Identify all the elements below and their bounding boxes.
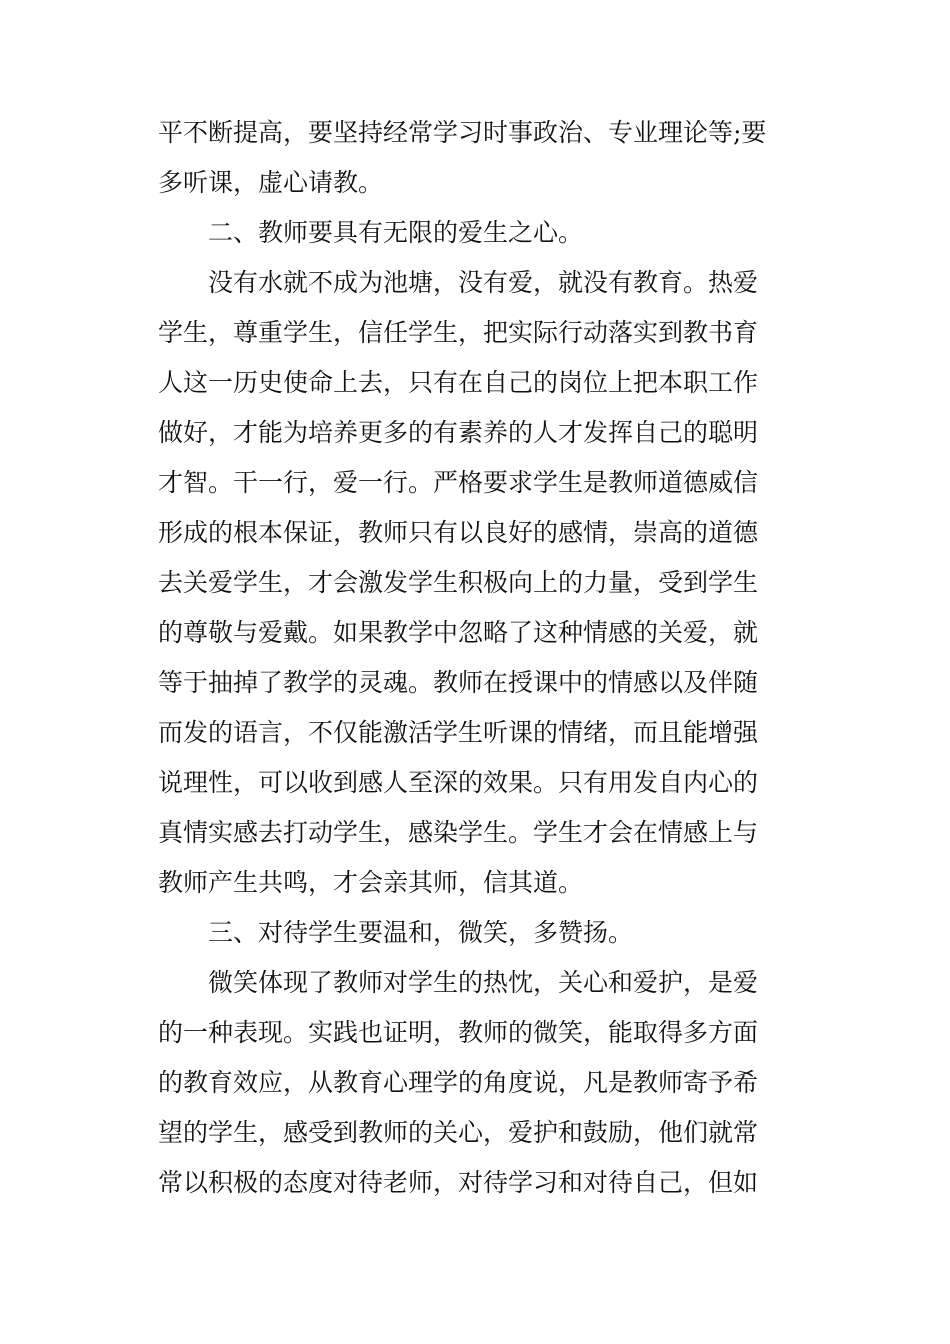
- text-line: 学生，尊重学生，信任学生，把实际行动落实到教书育: [158, 318, 759, 347]
- body-text: [158, 108, 798, 1208]
- text-line: 人这一历史使命上去，只有在自己的岗位上把本职工作: [158, 368, 759, 397]
- text-line: 的尊敬与爱戴。如果教学中忽略了这种情感的关爱，就: [158, 618, 759, 647]
- text-line: 常以积极的态度对待老师，对待学习和对待自己，但如: [158, 1168, 759, 1197]
- text-line: 的一种表现。实践也证明，教师的微笑，能取得多方面: [158, 1018, 759, 1047]
- text-line: 形成的根本保证，教师只有以良好的感情，崇高的道德: [158, 518, 759, 547]
- text-line: 平不断提高，要坚持经常学习时事政治、专业理论等;要: [158, 118, 767, 147]
- text-line: 望的学生，感受到教师的关心，爱护和鼓励，他们就常: [158, 1118, 759, 1147]
- text-line: 微笑体现了教师对学生的热忱，关心和爱护，是爱: [208, 968, 759, 997]
- text-line: 去关爱学生，才会激发学生积极向上的力量，受到学生: [158, 568, 759, 597]
- text-line: 说理性，可以收到感人至深的效果。只有用发自内心的: [158, 768, 759, 797]
- text-line: 做好，才能为培养更多的有素养的人才发挥自己的聪明: [158, 418, 759, 447]
- text-line: 没有水就不成为池塘，没有爱，就没有教育。热爱: [208, 268, 759, 297]
- text-line: 真情实感去打动学生，感染学生。学生才会在情感上与: [158, 818, 759, 847]
- text-line: 而发的语言，不仅能激活学生听课的情绪，而且能增强: [158, 718, 759, 747]
- text-line: 教师产生共鸣，才会亲其师，信其道。: [158, 868, 584, 897]
- text-line: 才智。干一行，爱一行。严格要求学生是教师道德威信: [158, 468, 759, 497]
- text-line: 二、教师要具有无限的爱生之心。: [208, 218, 584, 247]
- text-line: 三、对待学生要温和，微笑，多赞扬。: [208, 918, 634, 947]
- text-line: 的教育效应，从教育心理学的角度说，凡是教师寄予希: [158, 1068, 759, 1097]
- text-line: 多听课，虚心请教。: [158, 168, 384, 197]
- text-line: 等于抽掉了教学的灵魂。教师在授课中的情感以及伴随: [158, 668, 759, 697]
